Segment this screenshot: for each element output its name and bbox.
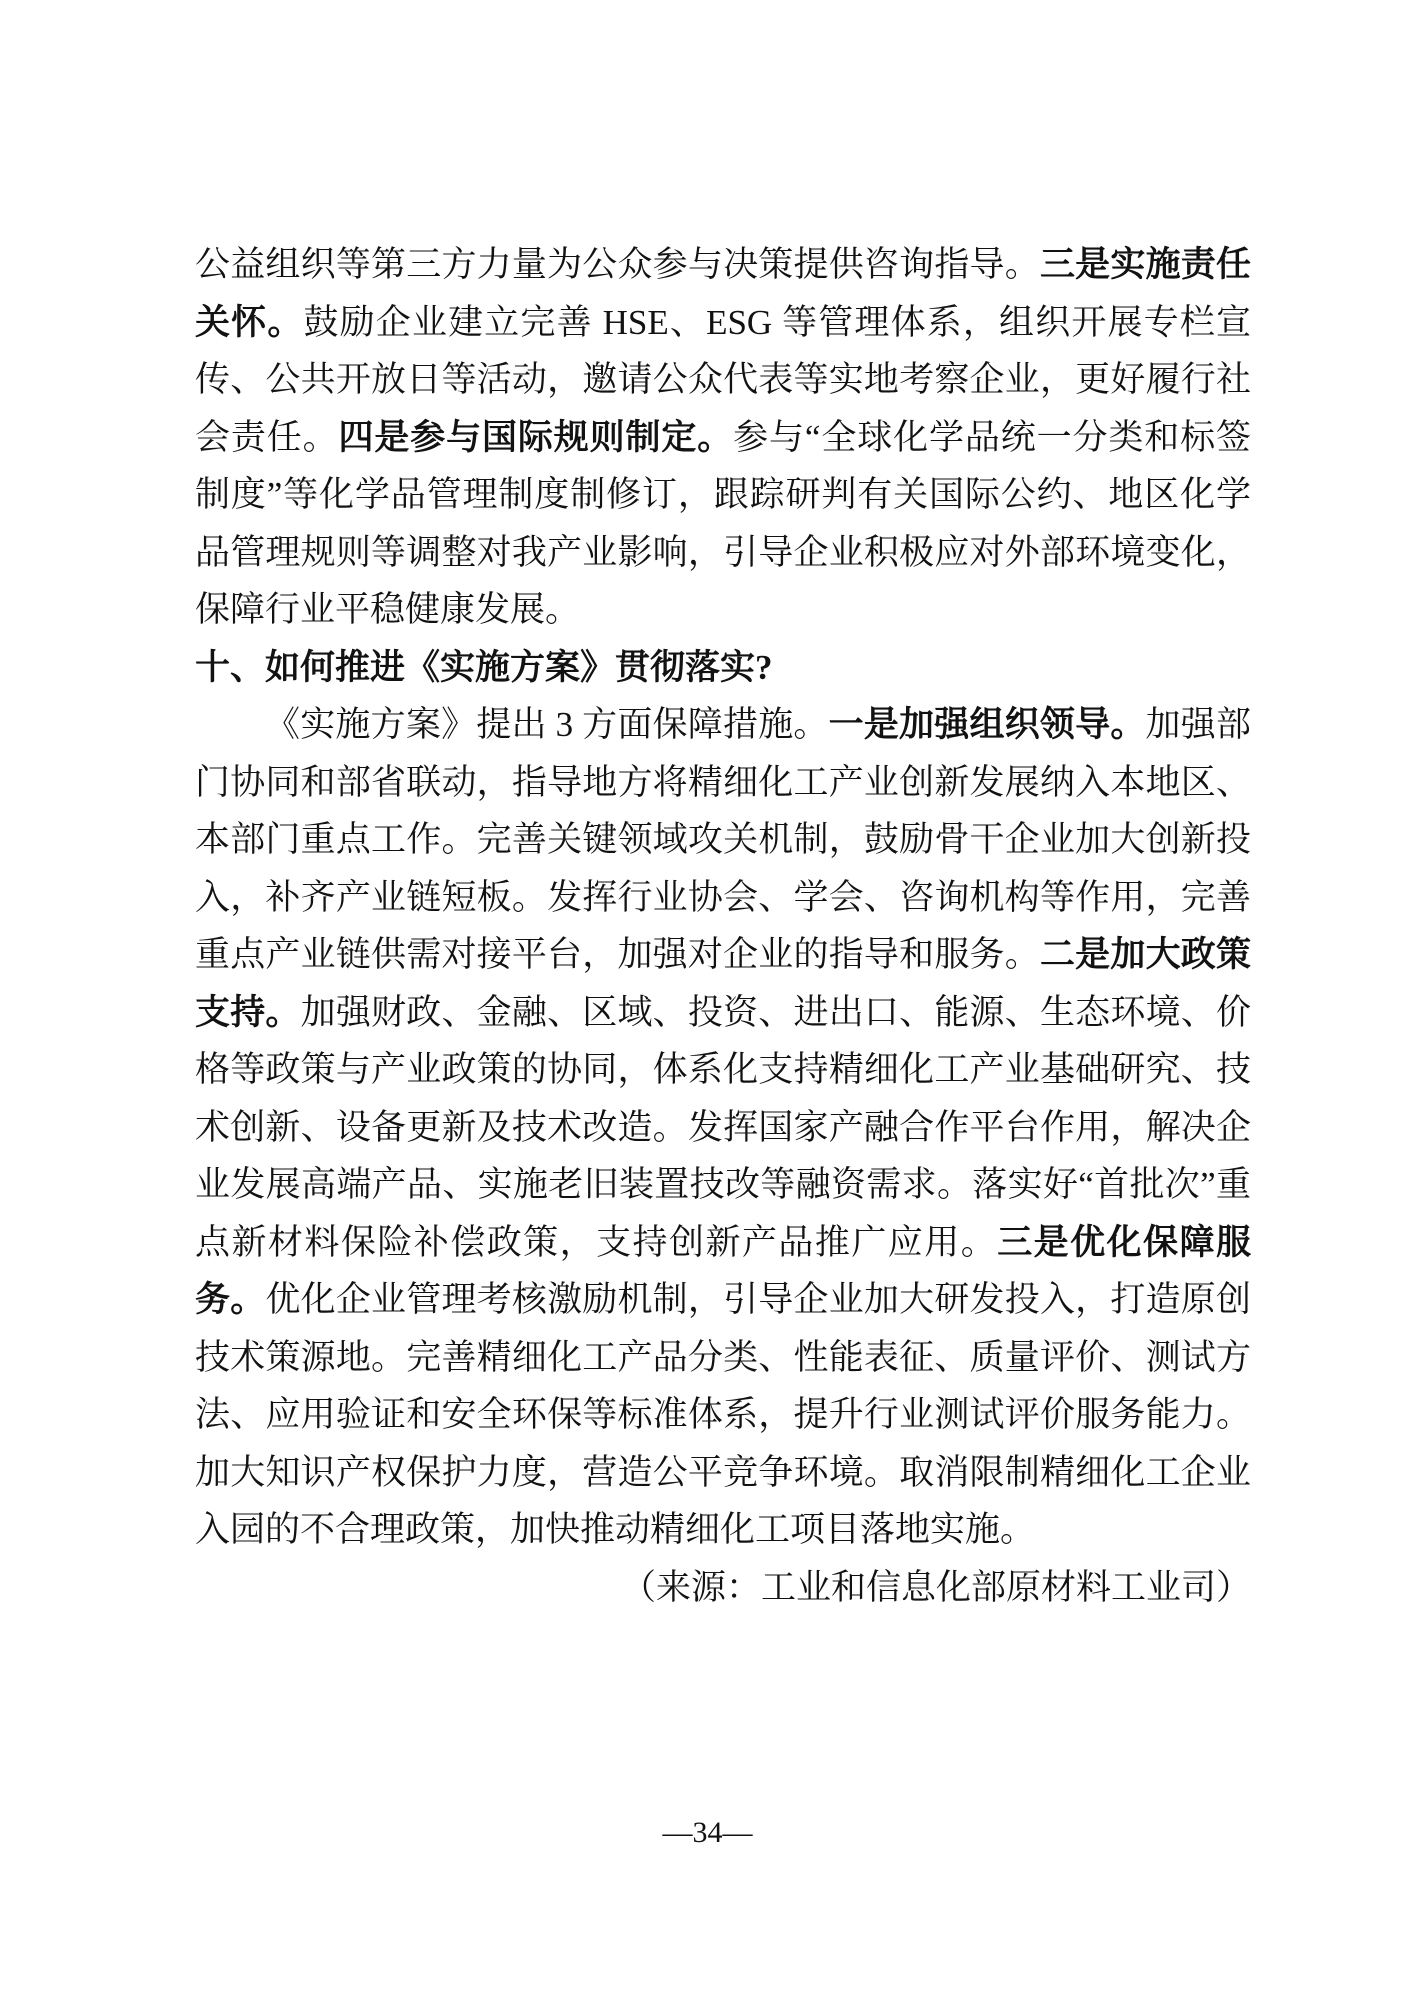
text-run: 公益组织等第三方力量为公众参与决策提供咨询指导。 — [195, 245, 1040, 284]
page-number: —34— — [662, 1816, 753, 1849]
bold-run: 三是优化保障服务。 — [195, 1222, 1251, 1319]
bold-run: 四是参与国际规则制定。 — [338, 417, 734, 457]
text-run: 鼓励企业建立完善 HSE、ESG 等管理体系，组织开展专栏宣传、公共开放日等活动，邀请公众代表等实地考察企业，更好履行社会责任。 — [195, 302, 1251, 457]
text-run: 加强部门协同和部省联动，指导地方将精细化工产业创新发展纳入本地区、本部门重点工作。完善关键领域攻关机制，鼓励骨干企业加大创新投入，补齐产业链短板。发挥行业协会、学会、咨询机构等作用，完善重点产业链供需对接平台，加强对企业的指导和服务。 — [195, 705, 1251, 974]
page-body — [195, 236, 1251, 1616]
bold-run: 二是加大政策支持。 — [195, 935, 1251, 1032]
section-heading: 十、如何推进《实施方案》贯彻落实? — [195, 647, 773, 687]
paragraph-safeguards — [195, 696, 1251, 1559]
bold-run: 一是加强组织领导。 — [828, 705, 1146, 744]
bold-run: 三是实施责任关怀。 — [195, 245, 1251, 342]
paragraph-continuation — [195, 236, 1251, 639]
source-attribution: （来源：工业和信息化部原材料工业司） — [620, 1567, 1251, 1607]
text-run: 《实施方案》提出 3 方面保障措施。 — [265, 705, 829, 744]
text-run: 参与“全球化学品统一分类和标签制度”等化学品管理制度制修订，跟踪研判有关国际公约、地区化学品管理规则等调整对我产业影响，引导企业积极应对外部环境变化，保障行业平稳健康发展。 — [195, 417, 1251, 629]
text-run: 优化企业管理考核激励机制，引导企业加大研发投入，打造原创技术策源地。完善精细化工产品分类、性能表征、质量评价、测试方法、应用验证和安全环保等标准体系，提升行业测试评价服务能力。加大知识产权保护力度，营造公平竞争环境。取消限制精细化工企业入园的不合理政策，加快推动精细化工项目落地实施。 — [195, 1280, 1251, 1549]
text-run: 加强财政、金融、区域、投资、进出口、能源、生态环境、价格等政策与产业政策的协同，体系化支持精细化工产业基础研究、技术创新、设备更新及技术改造。发挥国家产融合作平台作用，解决企业发展高端产品、实施老旧装置技改等融资需求。落实好“首批次”重点新材料保险补偿政策，支持创新产品推广应用。 — [195, 992, 1251, 1262]
